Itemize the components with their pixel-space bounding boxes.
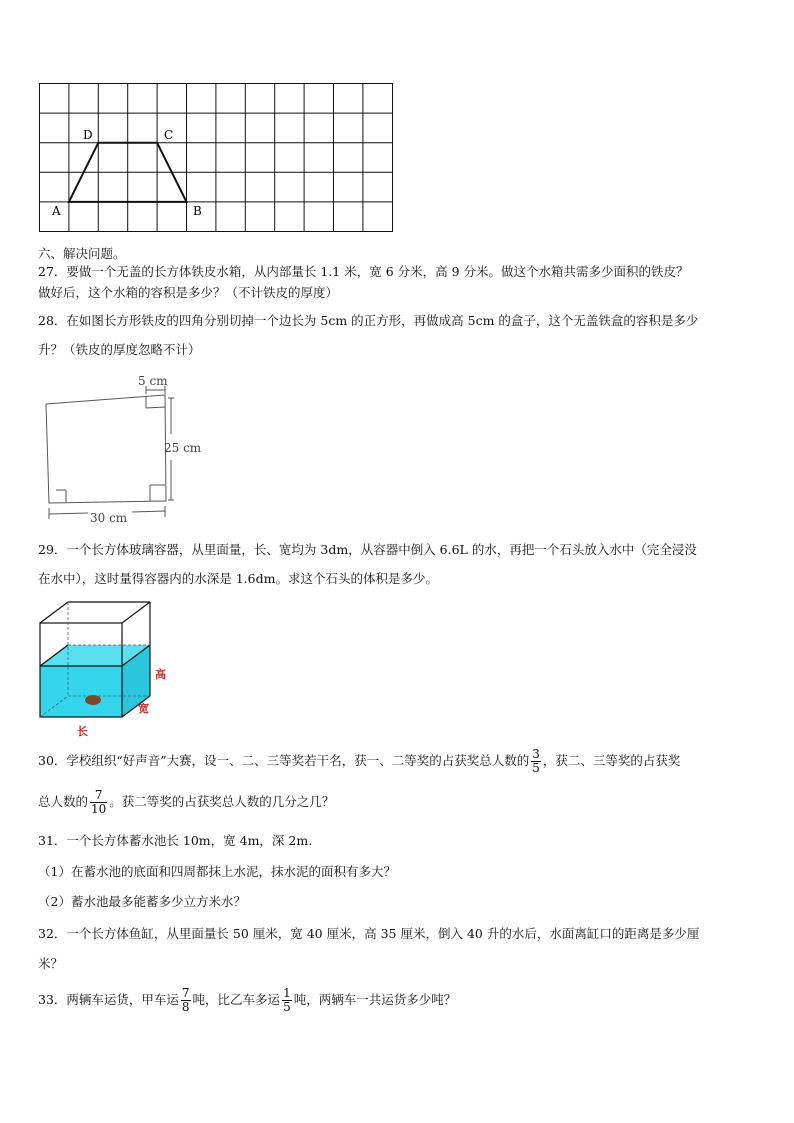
q33-text-2: 吨，比乙车多运: [192, 992, 281, 1007]
label-a: A: [52, 204, 61, 218]
q30-text-3: 总人数的: [38, 794, 89, 809]
label-b: B: [193, 204, 202, 218]
fraction-denominator: 5: [532, 761, 540, 775]
sheet-figure: [38, 372, 218, 528]
label-5cm: 5 cm: [138, 374, 168, 388]
label-c: C: [164, 128, 174, 142]
tank-figure: [38, 598, 178, 740]
stone: [85, 695, 101, 705]
question-33-line: [38, 983, 456, 1017]
fraction-denominator: 5: [283, 1000, 291, 1014]
fraction-3-5: [531, 748, 541, 775]
question-27-line-2: 做好后，这个水箱的容积是多少？（不计铁皮的厚度）: [38, 285, 339, 300]
fraction-numerator: 7: [90, 789, 107, 803]
question-29-line-1: 29．一个长方体玻璃容器，从里面量，长、宽均为 3dm，从容器中倒入 6.6L 的水，再把一个石头放入水中（完全浸没: [38, 542, 697, 557]
question-30-line-1: [38, 744, 680, 778]
question-31-line-1: 31．一个长方体蓄水池长 10m，宽 4m，深 2m.: [38, 833, 313, 848]
label-length: 长: [77, 725, 88, 738]
label-d: D: [83, 128, 93, 142]
question-31-sub-1: （1）在蓄水池的底面和四周都抹上水泥，抹水泥的面积有多大？: [38, 864, 396, 879]
section-title: 六、解决问题。: [38, 246, 126, 261]
label-25cm: 25 cm: [164, 441, 202, 455]
fraction-denominator: 8: [181, 1000, 190, 1014]
question-31-sub-2: （2）蓄水池最多能蓄多少立方米水？: [38, 894, 246, 909]
fraction-numerator: 7: [181, 986, 190, 1000]
grid-trapezoid-figure: [38, 82, 394, 234]
q30-text-1: 30．学校组织“好声音”大赛，设一、二、三等奖若干名，获一、二等奖的占获奖总人数的: [38, 753, 530, 768]
question-28-line-1: 28．在如图长方形铁皮的四角分别切掉一个边长为 5cm 的正方形，再做成高 5cm 的盒子，这个无盖铁盒的容积是多少: [38, 313, 699, 328]
question-29-line-2: 在水中），这时量得容器内的水深是 1.6dm。求这个石头的体积是多少。: [38, 571, 438, 586]
label-height: 高: [155, 668, 166, 681]
question-30-line-2: [38, 785, 334, 819]
question-32-line-2: 米？: [38, 956, 64, 971]
fraction-denominator: 10: [91, 802, 107, 816]
label-30cm: 30 cm: [90, 511, 128, 525]
question-28-line-2: 升？（铁皮的厚度忽略不计）: [38, 342, 201, 357]
fraction-numerator: 3: [532, 747, 540, 761]
fraction-7-10: [90, 789, 107, 816]
q30-text-2: ，获二、三等奖的占获奖: [542, 753, 681, 768]
q33-text-3: 吨，两辆车一共运货多少吨？: [293, 992, 457, 1007]
q33-text-1: 33．两辆车运货，甲车运: [38, 992, 179, 1007]
question-32-line-1: 32．一个长方体鱼缸，从里面量长 50 厘米，宽 40 厘米，高 35 厘米，倒入 40 升的水后，水面离缸口的距离是多少厘: [38, 926, 700, 941]
fraction-numerator: 1: [283, 986, 291, 1000]
label-width: 宽: [138, 702, 149, 715]
q30-text-4: 。获二等奖的占获奖总人数的几分之几？: [109, 794, 335, 809]
fraction-7-8: [181, 987, 191, 1014]
fraction-1-5: [282, 987, 292, 1014]
question-27-line-1: 27．要做一个无盖的长方体铁皮水箱，从内部量长 1.1 米，宽 6 分米，高 9 分米。做这个水箱共需多少面积的铁皮？: [38, 264, 689, 279]
